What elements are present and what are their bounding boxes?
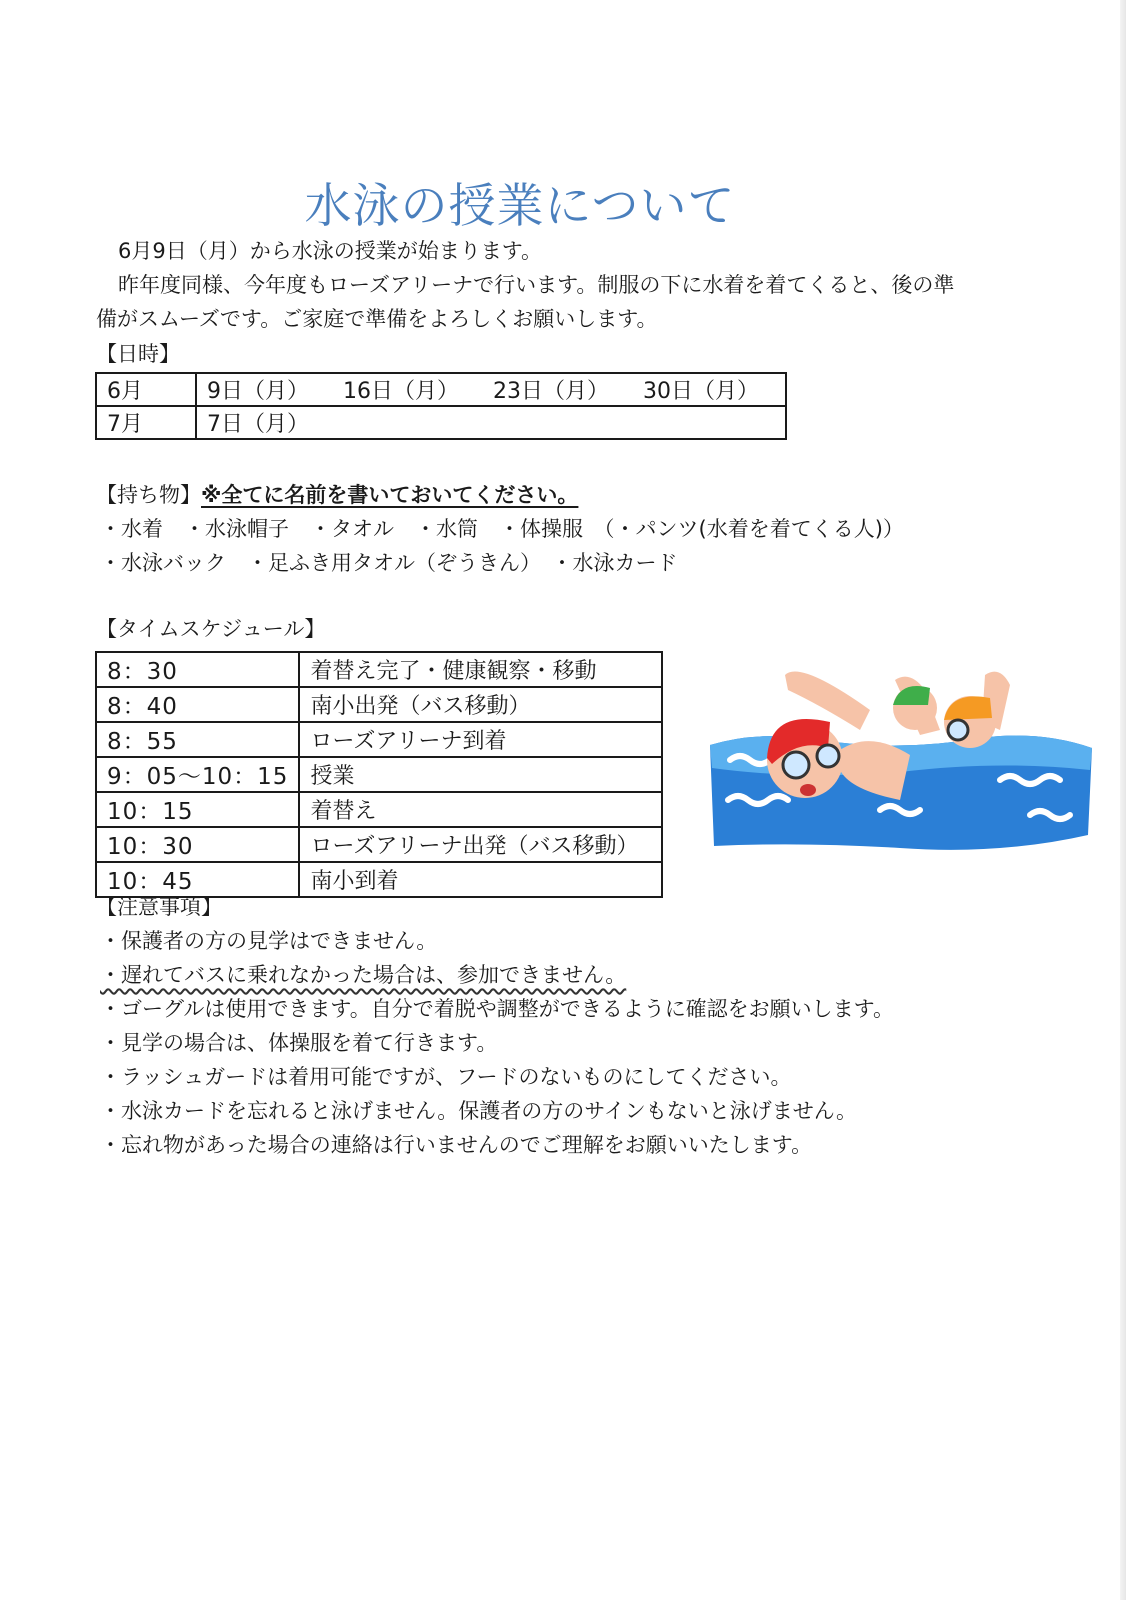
intro-line-1: 6月9日（月）から水泳の授業が始まります。 xyxy=(118,239,543,263)
activity-cell: 南小出発（バス移動） xyxy=(299,687,662,722)
activity-cell: ローズアリーナ到着 xyxy=(299,722,662,757)
cautions-heading: 【注意事項】 xyxy=(96,895,222,919)
activity-cell: 着替え xyxy=(299,792,662,827)
timetable-heading: 【タイムスケジュール】 xyxy=(96,617,326,641)
dates-month: 6月 xyxy=(96,373,196,406)
swimmers-illustration-icon xyxy=(700,660,1100,880)
activity-cell: ローズアリーナ出発（バス移動） xyxy=(299,827,662,862)
date-item: 23日（月） xyxy=(493,379,609,404)
caution-item: ・見学の場合は、体操服を着て行きます。 xyxy=(100,1031,498,1055)
activity-cell: 着替え完了・健康観察・移動 xyxy=(299,652,662,687)
date-item: 7日（月） xyxy=(207,412,309,437)
table-row xyxy=(96,652,662,687)
belongings-heading xyxy=(96,478,578,512)
time-cell: 10：15 xyxy=(96,792,299,827)
date-item: 9日（月） xyxy=(207,379,309,404)
activity-cell: 授業 xyxy=(299,757,662,792)
caution-item: ・ラッシュガードは着用可能ですが、フードのないものにしてください。 xyxy=(100,1065,792,1089)
time-cell: 8：30 xyxy=(96,652,299,687)
time-cell: 8：55 xyxy=(96,722,299,757)
belongings-line-2: ・水泳バック ・足ふき用タオル（ぞうきん） ・水泳カード xyxy=(100,551,678,575)
belongings-line-1: ・水着 ・水泳帽子 ・タオル ・水筒 ・体操服 （・パンツ(水着を着てくる人)） xyxy=(100,517,904,541)
dates-row xyxy=(96,406,786,439)
table-row xyxy=(96,827,662,862)
time-cell: 8：40 xyxy=(96,687,299,722)
time-cell: 10：45 xyxy=(96,862,299,897)
table-row xyxy=(96,792,662,827)
table-row xyxy=(96,757,662,792)
time-cell: 10：30 xyxy=(96,827,299,862)
belongings-note: ※全てに名前を書いておいてください。 xyxy=(201,483,579,507)
date-item: 16日（月） xyxy=(343,379,459,404)
time-cell: 9：05～10：15 xyxy=(96,757,299,792)
intro-line-2: 昨年度同様、今年度もローズアリーナで行います。制服の下に水着を着てくると、後の準 xyxy=(118,273,955,297)
belongings-heading-label: 【持ち物】 xyxy=(96,483,201,507)
dates-heading: 【日時】 xyxy=(96,342,180,366)
date-item: 30日（月） xyxy=(643,379,759,404)
table-row xyxy=(96,687,662,722)
dates-days xyxy=(196,406,786,439)
dates-table xyxy=(95,372,787,440)
caution-item: ・ゴーグルは使用できます。自分で着脱や調整ができるように確認をお願いします。 xyxy=(100,997,895,1021)
dates-month: 7月 xyxy=(96,406,196,439)
dates-days xyxy=(196,373,786,406)
table-row xyxy=(96,722,662,757)
caution-item: ・保護者の方の見学はできません。 xyxy=(100,929,438,953)
page-edge xyxy=(1120,0,1126,1600)
intro-line-3: 備がスムーズです。ご家庭で準備をよろしくお願いします。 xyxy=(96,307,658,331)
dates-row xyxy=(96,373,786,406)
timetable-table xyxy=(95,651,663,898)
activity-cell: 南小到着 xyxy=(299,862,662,897)
caution-item: ・遅れてバスに乗れなかった場合は、参加できません。 xyxy=(100,963,627,987)
caution-item: ・忘れ物があった場合の連絡は行いませんのでご理解をお願いいたします。 xyxy=(100,1133,813,1157)
page-title: 水泳の授業について xyxy=(304,179,736,235)
caution-item: ・水泳カードを忘れると泳げません。保護者の方のサインもないと泳げません。 xyxy=(100,1099,858,1123)
